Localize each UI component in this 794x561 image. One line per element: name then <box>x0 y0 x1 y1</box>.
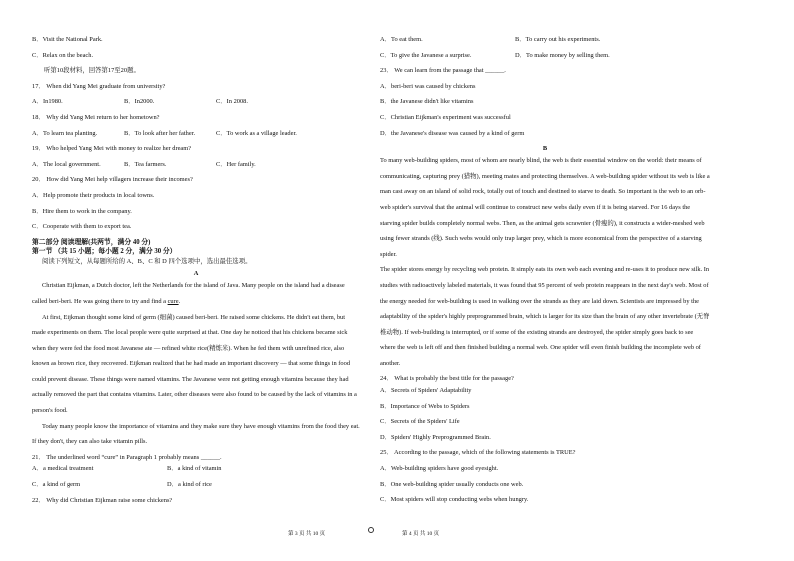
passage-b-paragraph-2: The spider stores energy by recycling web protein. It simply eats its own web each evening and re-uses it to produce new silk. In studies with radioactively labeled materials, it was found that 95 percent of web protein reappears in the next day's web. Most of the energy needed for web-building is used in walking over the strands as they are laid down. Scientists are impressed by the adaptability of the spider's highly preprogrammed brain, which is larger for its size than the brain of any other invertebrate (无脊椎动物). If web-building is interrupted, or if some of the existing strands are destroyed, the spider simply goes back to see where the web is left off and then finished building a normal web. One spider will even finish building the incomplete web of another. <box>380 266 710 367</box>
left-column <box>32 36 360 512</box>
q16-option-b: B．Visit the National Park. <box>32 36 103 43</box>
q22-options-row2 <box>380 52 710 68</box>
page-number-left: 第 3 页 共 10 页 <box>288 531 326 537</box>
q24-stem: 24． What is probably the best title for the passage? <box>380 375 514 383</box>
q24-option-c: C．Secrets of the Spiders' Life <box>380 418 460 426</box>
option: C．Her family. <box>216 160 256 168</box>
q19-stem: 19． Who helped Yang Mei with money to realize her dream? <box>32 145 192 153</box>
option: A．a medical treatment <box>32 465 94 473</box>
q23-option-c: C．Christian Eijkman's experiment was successful <box>380 113 511 121</box>
q22-stem: 22． Why did Christian Eijkman raise some chickens? <box>32 496 173 504</box>
option: B．To carry out his experiments. <box>515 36 601 43</box>
q16-option-c: C．Relax on the beach. <box>32 51 94 59</box>
q17-stem: 17． When did Yang Mei graduate from university? <box>32 82 166 90</box>
option: B．Tea farmers. <box>124 160 167 168</box>
option: B．a kind of vitamin <box>167 465 222 473</box>
passage-b-title: B <box>542 145 548 153</box>
q23-option-d: D．the Javanese's disease was caused by a kind of germ <box>380 129 525 137</box>
q20-option-a: A．Help promote their products in local towns. <box>32 191 155 199</box>
page-number-right: 第 4 页 共 10 页 <box>402 531 440 537</box>
passage-a-paragraph-1 <box>32 278 360 309</box>
option: C．a kind of germ <box>32 481 81 489</box>
q21-options-row2 <box>32 481 360 497</box>
passage-b-paragraph-1: To many web-building spiders, most of whom are nearly blind, the web is their essential window on the world: their means of communicating, capturing prey (猎物), meeting mates and protecting themselves. A web-building spider without its web is like a man cast away on an island of solid rock, totally out of touch and destined to starve to death. So important is the web to an orb-web spider's survival that the animal will continue to construct new webs daily even if it is being starved. For 16 days the starving spider builds completely normal webs. Then, as the animal gets scrawnier (骨瘦的), it constructs a wider-meshed web using fewer strands (线). Such webs would only trap larger prey, which is more economical from the perspective of a starving spider. <box>380 157 710 258</box>
q17-options <box>32 98 360 114</box>
option: C．To give the Javanese a surprise. <box>380 51 472 59</box>
q22-options-row1 <box>380 36 710 52</box>
passage-a-paragraph-2: At first, Eijkman thought some kind of germ (细菌) caused beri-beri. He raised some chickens. He didn't eat them, but made experiments on them. The local people were quite surprised at that. One day he noticed that his chickens became sick when they were fed the food most Javanese ate — refined white rice(精炼米). When he fed them with unrefined rice, also known as brown rice, they recovered. Eijkman realized that he had made an important discovery — that some things in food could prevent disease. These things were named vitamins. The Javanese were not getting enough vitamins because they had actually removed the part that contains vitamins. Later, other diseases were also found to be caused by the lack of vitamins in a person's food. <box>32 313 357 415</box>
option: C．In 2008. <box>216 98 248 106</box>
passage-a-title: A <box>193 270 199 278</box>
option: A．The local government. <box>32 160 101 168</box>
option: A．To learn tea planting. <box>32 129 98 137</box>
q24-option-d: D．Spiders' Highly Preprogrammed Brain. <box>380 433 491 441</box>
q23-option-a: A．beri-beri was caused by chickens <box>380 82 476 90</box>
q18-stem: 18． Why did Yang Mei return to her hometown? <box>32 113 160 121</box>
q25-option-b: B．One web-building spider usually conducts one web. <box>380 480 524 488</box>
q19-options <box>32 161 360 177</box>
option: B．In2000. <box>124 98 155 106</box>
option: D．To make money by selling them. <box>515 51 610 59</box>
q21-stem: 21． The underlined word “cure” in Paragraph 1 probably means ______. <box>32 453 222 461</box>
q18-options <box>32 130 360 146</box>
q21-options-row1 <box>32 465 360 481</box>
passage-a-paragraph-3: Today many people know the importance of vitamins and they make sure they have enough vitamins from the food they eat. If they don't, they can also take vitamin pills. <box>32 422 360 446</box>
text: . <box>178 297 181 305</box>
part-two-heading: 第二部分 阅读理解(共两节，满分 40 分) <box>32 238 151 246</box>
q20-stem: 20． How did Yang Mei help villagers increase their incomes? <box>32 176 193 184</box>
q25-option-a: A．Web-building spiders have good eyesight. <box>380 465 499 473</box>
section-one-instruction: 阅读下列短文，从每题所给的 A、B、C 和 D 四个选项中，选出最佳选项。 <box>42 258 252 266</box>
q25-option-c: C．Most spiders will stop conducting webs when hungry. <box>380 496 529 504</box>
option: B．To look after her father. <box>124 129 196 137</box>
listening-instruction: 听第10段材料，回答第17至20题。 <box>44 67 140 75</box>
option: A．In1980. <box>32 98 63 106</box>
q25-stem: 25． According to the passage, which of the following statements is TRUE? <box>380 449 576 457</box>
option: C．To work as a village leader. <box>216 129 297 137</box>
option: A．To eat them. <box>380 36 423 43</box>
q20-option-c: C．Cooperate with them to export tea. <box>32 223 132 231</box>
q24-option-b: B．Importance of Webs to Spiders <box>380 402 470 410</box>
q23-stem: 23． We can learn from the passage that ______. <box>380 67 506 75</box>
center-dot-icon <box>368 527 374 533</box>
q20-option-b: B．Hire them to work in the company. <box>32 207 132 215</box>
q24-option-a: A．Secrets of Spiders' Adaptability <box>380 387 472 395</box>
section-one-heading: 第一节 （共 15 小题；每小题 2 分，满分 30 分） <box>32 248 177 256</box>
text: Christian Eijkman, a Dutch doctor, left the Netherlands for the island of Java. Many people on the island had a disease called beri-beri. He was going there to try and find a <box>32 282 345 305</box>
option: D．a kind of rice <box>167 481 212 489</box>
q23-option-b: B．the Javanese didn't like vitamins <box>380 98 474 106</box>
underlined-word-cure: cure <box>167 297 179 305</box>
right-column <box>380 36 710 512</box>
